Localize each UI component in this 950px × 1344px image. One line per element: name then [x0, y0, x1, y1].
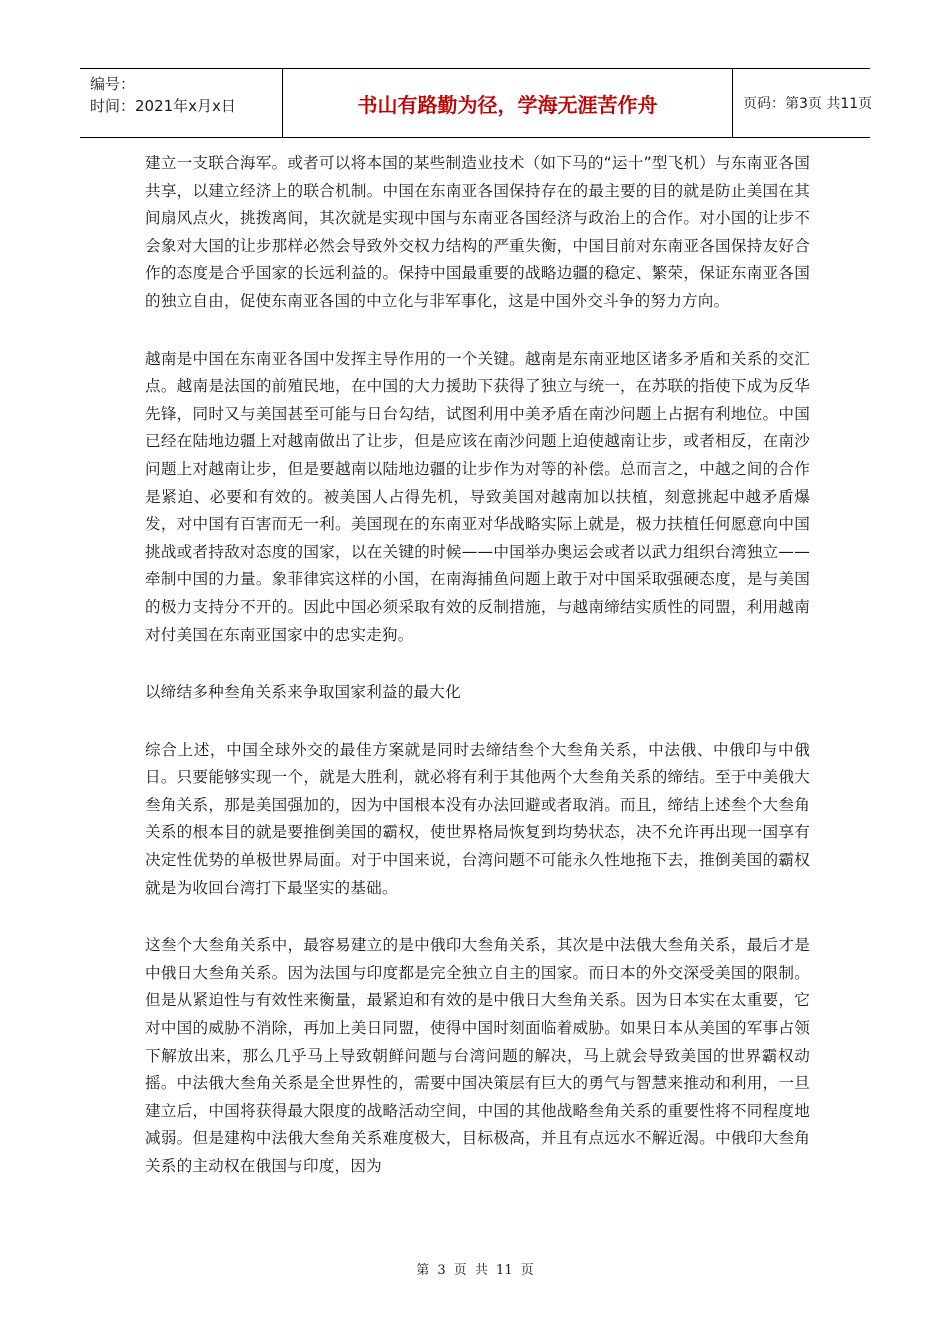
page-header: [80, 68, 873, 138]
paragraph-4: 这叁个大叁角关系中，最容易建立的是中俄印大叁角关系，其次是中法俄大叁角关系，最后才是中俄日大叁角关系。因为法国与印度都是完全独立自主的国家。而日本的外交深受美国的限制。但是从紧迫性与有效性来衡量，最紧迫和有效的是中俄日大叁角关系。因为日本实在太重要，它对中国的威胁不消除，再加上美日同盟，使得中国时刻面临着威胁。如果日本从美国的军事占领下解放出来，那么几乎马上导致朝鲜问题与台湾问题的解决，马上就会导致美国的世界霸权动摇。中法俄大叁角关系是全世界性的，需要中国决策层有巨大的勇气与智慧来推动和利用，一旦建立后，中国将获得最大限度的战略活动空间，中国的其他战略叁角关系的重要性将不同程度地减弱。但是建构中法俄大叁角关系难度极大，目标极高，并且有点远水不解近渴。中俄印大叁角关系的主动权在俄国与印度，因为: [145, 936, 810, 1175]
paragraph-1: 建立一支联合海军。或者可以将本国的某些制造业技术（如下马的“运十”型飞机）与东南亚各国共享，以建立经济上的联合机制。中国在东南亚各国保持存在的最主要的目的就是防止美国在其间扇风点火，挑拨离间，其次就是实现中国与东南亚各国经济与政治上的合作。对小国的让步不会象对大国的让步那样必然会导致外交权力结构的严重失衡，中国目前对东南亚各国保持友好合作的态度是合乎国家的长远利益的。保持中国最重要的战略边疆的稳定、繁荣，保证东南亚各国的独立自由，促使东南亚各国的中立化与非军事化，这是中国外交斗争的努力方向。: [145, 154, 810, 310]
header-page-cell: [733, 69, 873, 137]
page-footer: 第 3 页 共 11 页: [416, 1263, 534, 1278]
serial-label: 编号：: [90, 75, 136, 93]
date-label: 时间：2021年x月x日: [90, 97, 236, 115]
header-meta-cell: [80, 69, 283, 137]
header-page-info: 页码：第3页 共11页: [743, 96, 873, 112]
document-body: [145, 150, 810, 1211]
header-motto: 书山有路勤为径，学海无涯苦作舟: [357, 92, 658, 117]
header-motto-cell: [283, 69, 733, 137]
section-heading: 以缔结多种叁角关系来争取国家利益的最大化: [145, 683, 461, 702]
paragraph-2: 越南是中国在东南亚各国中发挥主导作用的一个关键。越南是东南亚地区诸多矛盾和关系的交汇点。越南是法国的前殖民地，在中国的大力援助下获得了独立与统一，在苏联的指使下成为反华先锋，同时又与美国甚至可能与日台勾结，试图利用中美矛盾在南沙问题上占据有利地位。中国已经在陆地边疆上对越南做出了让步，但是应该在南沙问题上迫使越南让步，或者相反，在南沙问题上对越南让步，但是要越南以陆地边疆的让步作为对等的补偿。总而言之，中越之间的合作是紧迫、必要和有效的。被美国人占得先机，导致美国对越南加以扶植，刻意挑起中越矛盾爆发，对中国有百害而无一利。美国现在的东南亚对华战略实际上就是，极力扶植任何愿意向中国挑战或者持敌对态度的国家，以在关键的时候——中国举办奥运会或者以武力组织台湾独立——牵制中国的力量。象菲律宾这样的小国，在南海捕鱼问题上敢于对中国采取强硬态度，是与美国的极力支持分不开的。因此中国必须采取有效的反制措施，与越南缔结实质性的同盟，利用越南对付美国在东南亚国家中的忠实走狗。: [145, 349, 810, 644]
paragraph-3: 综合上述，中国全球外交的最佳方案就是同时去缔结叁个大叁角关系，中法俄、中俄印与中俄日。只要能够实现一个，就是大胜利，就必将有利于其他两个大叁角关系的缔结。至于中美俄大叁角关系，那是美国强加的，因为中国根本没有办法回避或者取消。而且，缔结上述叁个大叁角关系的根本目的就是要推倒美国的霸权，使世界格局恢复到均势状态，决不允许再出现一国享有决定性优势的单极世界局面。对于中国来说，台湾问题不可能永久性地拖下去，推倒美国的霸权就是为收回台湾打下最坚实的基础。: [145, 740, 810, 897]
